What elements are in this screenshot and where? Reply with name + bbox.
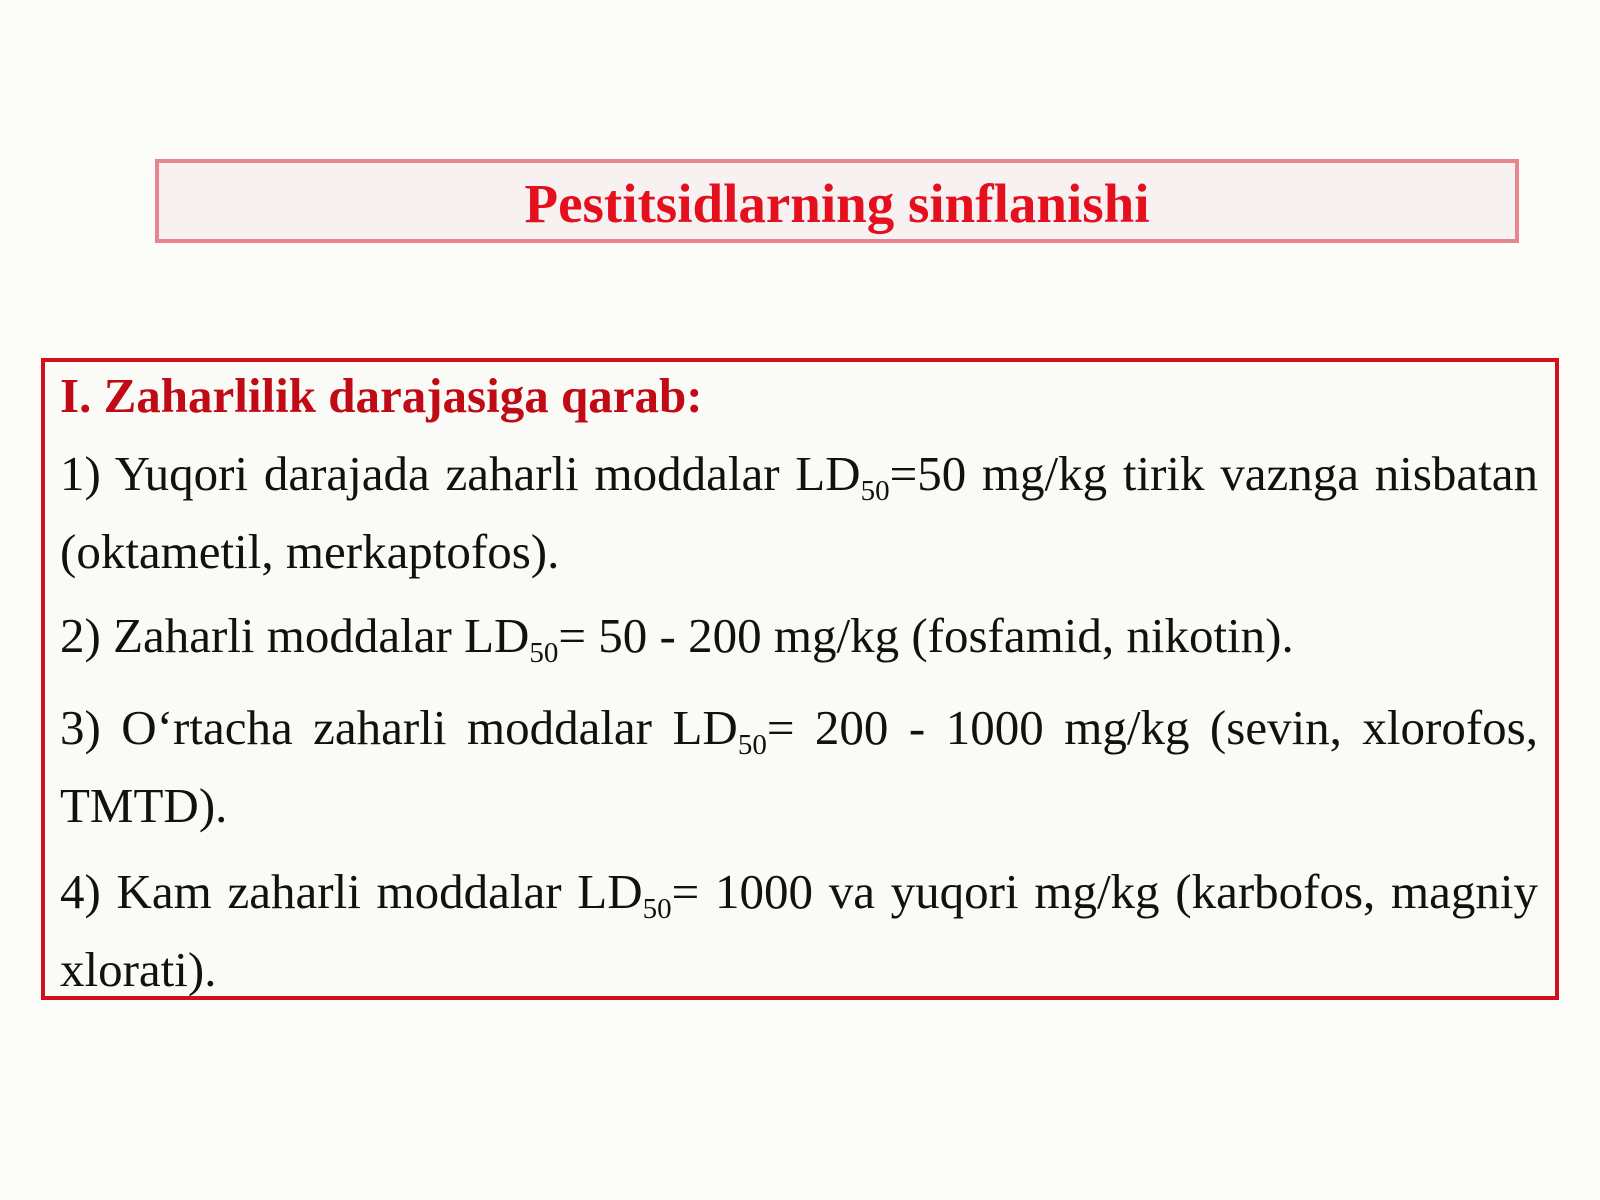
list-item <box>60 689 1538 845</box>
item-subscript: 50 <box>737 729 767 761</box>
item-text-after: = 1000 va yuqori mg/kg (karbofos, magniy xlorati). <box>60 864 1539 997</box>
item-subscript: 50 <box>642 893 672 925</box>
list-item <box>60 435 1538 591</box>
title-box <box>155 159 1519 243</box>
item-text-after: = 50 - 200 mg/kg (fosfamid, nikotin). <box>558 608 1294 663</box>
item-text-after: = 200 - 1000 mg/kg (sevin, xlorofos, TMTD). <box>60 700 1538 833</box>
section-heading: I. Zaharlilik darajasiga qarab: <box>60 368 703 423</box>
item-text-before: 4) Kam zaharli moddalar LD <box>60 864 643 919</box>
slide-title: Pestitsidlarning sinflanishi <box>524 172 1150 234</box>
list-item <box>60 597 1538 675</box>
item-text-before: 3) O‘rtacha zaharli moddalar LD <box>60 700 738 755</box>
item-text-after: =50 mg/kg tirik vaznga nisbatan (oktametil, merkaptofos). <box>60 446 1538 579</box>
item-text-before: 2) Zaharli moddalar LD <box>60 608 530 663</box>
item-subscript: 50 <box>529 637 559 669</box>
item-text-before: 1) Yuqori darajada zaharli moddalar LD <box>60 446 861 501</box>
content-text <box>60 358 1538 1009</box>
list-item <box>60 853 1538 1009</box>
item-subscript: 50 <box>860 475 890 507</box>
